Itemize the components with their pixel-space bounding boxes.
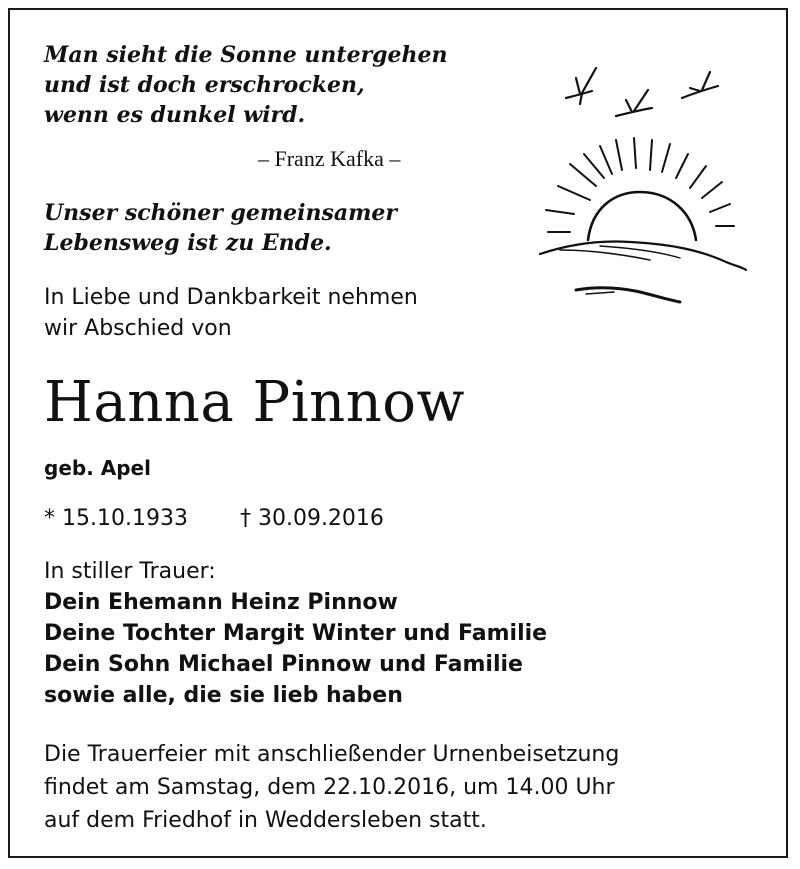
kafka-quote <box>44 40 448 130</box>
bird-icon <box>682 72 718 98</box>
mourning-heading: In stiller Trauer: <box>44 559 216 584</box>
mourner-line: Deine Tochter Margit Winter und Familie <box>44 621 548 646</box>
funeral-line: Die Trauerfeier mit anschließender Urnenbeisetzung <box>44 742 620 767</box>
bird-icon <box>566 68 596 104</box>
deceased-name: Hanna Pinnow <box>44 370 465 435</box>
funeral-notice <box>44 738 619 837</box>
maiden-name: geb. Apel <box>44 456 151 480</box>
tribute-text <box>44 198 397 258</box>
farewell-intro <box>44 282 418 344</box>
tribute-line: Lebensweg ist zu Ende. <box>44 230 332 256</box>
funeral-line: auf dem Friedhof in Weddersleben statt. <box>44 808 487 833</box>
sun-icon <box>588 192 696 240</box>
mourner-line: Dein Sohn Michael Pinnow und Familie <box>44 652 523 677</box>
mourner-line: sowie alle, die sie lieb haben <box>44 683 403 708</box>
quote-line: Man sieht die Sonne untergehen <box>44 42 448 68</box>
quote-author: – Franz Kafka – <box>258 146 401 171</box>
funeral-line: findet am Samstag, dem 22.10.2016, um 14.00 Uhr <box>44 775 615 800</box>
bird-icon <box>616 90 652 116</box>
intro-line: In Liebe und Dankbarkeit nehmen <box>44 285 418 310</box>
sun-rays-icon <box>546 138 734 232</box>
quote-line: und ist doch erschrocken, <box>44 72 365 98</box>
sunset-with-birds-icon <box>530 58 760 308</box>
mourner-line: Dein Ehemann Heinz Pinnow <box>44 590 398 615</box>
tribute-line: Unser schöner gemeinsamer <box>44 200 398 226</box>
hills-icon <box>540 242 746 303</box>
mourners-block <box>44 556 547 711</box>
life-dates <box>44 506 384 531</box>
intro-line: wir Abschied von <box>44 316 232 341</box>
birth-date: * 15.10.1933 <box>44 506 188 531</box>
quote-line: wenn es dunkel wird. <box>44 102 306 128</box>
death-date: † 30.09.2016 <box>239 506 384 531</box>
